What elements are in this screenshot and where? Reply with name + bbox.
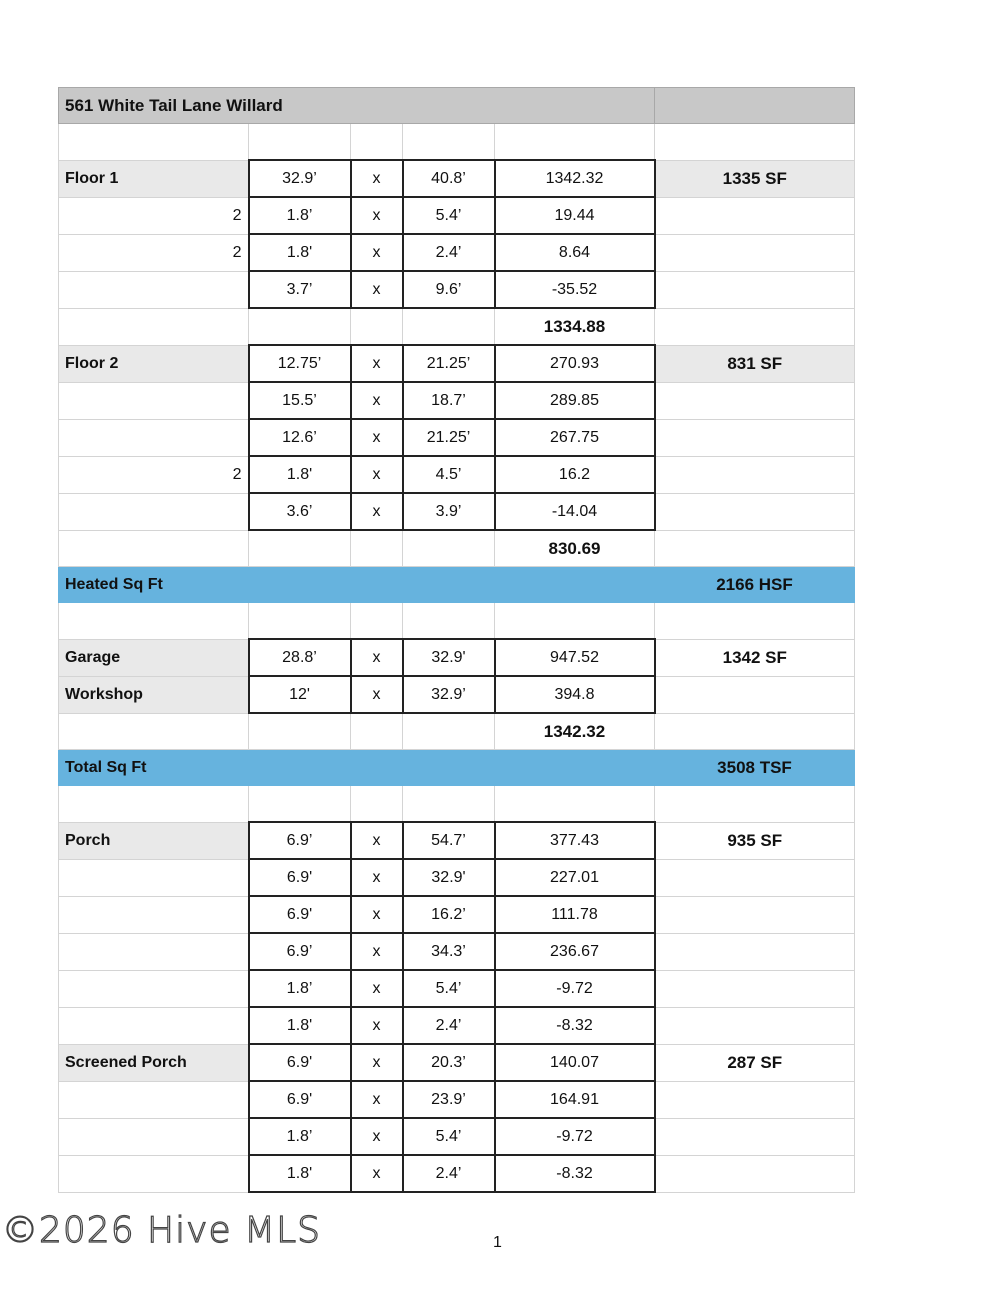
- dimension-a: 6.9': [249, 1081, 351, 1118]
- dimension-a: 1.8’: [249, 197, 351, 234]
- area-value: -9.72: [495, 1118, 655, 1155]
- area-value: [495, 750, 655, 786]
- times-sign: x: [351, 345, 403, 382]
- row-label: Floor 2: [59, 345, 249, 382]
- multiplier: 2: [59, 456, 249, 493]
- area-value: 236.67: [495, 933, 655, 970]
- times-sign: x: [351, 933, 403, 970]
- times-sign: x: [351, 271, 403, 308]
- square-feet-summary: 287 SF: [655, 1044, 855, 1081]
- times-sign: x: [351, 493, 403, 530]
- area-value: 1342.32: [495, 713, 655, 750]
- dimension-b: 20.3’: [403, 1044, 495, 1081]
- row-label: [59, 382, 249, 419]
- dimension-b: 32.9': [403, 639, 495, 676]
- row-label: [59, 859, 249, 896]
- times-sign: x: [351, 197, 403, 234]
- dimension-b: [403, 567, 495, 603]
- table-row: [59, 859, 855, 896]
- square-feet-summary: [655, 530, 855, 567]
- area-value: 1342.32: [495, 160, 655, 197]
- dimension-a: 32.9’: [249, 160, 351, 197]
- times-sign: x: [351, 456, 403, 493]
- table-row: [59, 124, 855, 161]
- table-row: [59, 1007, 855, 1044]
- square-feet-summary: [655, 419, 855, 456]
- times-sign: [351, 124, 403, 161]
- square-feet-summary: 1342 SF: [655, 639, 855, 676]
- square-feet-summary: 1335 SF: [655, 160, 855, 197]
- square-footage-sheet: [58, 87, 855, 1193]
- dimension-a: 28.8’: [249, 639, 351, 676]
- dimension-b: 40.8’: [403, 160, 495, 197]
- dimension-a: 15.5’: [249, 382, 351, 419]
- square-feet-summary: [655, 493, 855, 530]
- dimension-a: 3.6’: [249, 493, 351, 530]
- dimension-a: 1.8': [249, 234, 351, 271]
- area-value: [495, 567, 655, 603]
- area-value: 377.43: [495, 822, 655, 859]
- dimension-b: [403, 750, 495, 786]
- dimension-a: 1.8': [249, 456, 351, 493]
- area-value: 227.01: [495, 859, 655, 896]
- times-sign: [351, 786, 403, 823]
- table-row: [59, 1118, 855, 1155]
- dimension-a: 6.9’: [249, 933, 351, 970]
- dimension-a: [249, 567, 351, 603]
- row-label: [59, 603, 249, 640]
- multiplier: 2: [59, 234, 249, 271]
- dimension-b: 34.3’: [403, 933, 495, 970]
- row-label: [59, 124, 249, 161]
- dimension-b: [403, 308, 495, 345]
- row-label: Heated Sq Ft: [59, 567, 249, 603]
- area-value: 830.69: [495, 530, 655, 567]
- dimension-b: [403, 713, 495, 750]
- dimension-b: 32.9’: [403, 676, 495, 713]
- dimension-a: 6.9': [249, 1044, 351, 1081]
- area-value: [495, 786, 655, 823]
- dimension-a: 6.9': [249, 896, 351, 933]
- times-sign: [351, 567, 403, 603]
- sheet-title: 561 White Tail Lane Willard: [59, 88, 655, 124]
- dimension-b: 9.6’: [403, 271, 495, 308]
- table-row: [59, 271, 855, 308]
- area-value: -8.32: [495, 1155, 655, 1192]
- times-sign: x: [351, 639, 403, 676]
- times-sign: x: [351, 160, 403, 197]
- dimension-a: 6.9’: [249, 822, 351, 859]
- square-feet-summary: [655, 271, 855, 308]
- area-value: 1334.88: [495, 308, 655, 345]
- square-feet-summary: [655, 124, 855, 161]
- dimension-a: 1.8': [249, 1155, 351, 1192]
- square-feet-summary: [655, 970, 855, 1007]
- area-value: 111.78: [495, 896, 655, 933]
- dimension-a: [249, 750, 351, 786]
- table-row: [59, 1044, 855, 1081]
- square-feet-summary: [655, 896, 855, 933]
- dimension-a: [249, 603, 351, 640]
- dimension-b: 3.9’: [403, 493, 495, 530]
- row-label: Porch: [59, 822, 249, 859]
- times-sign: x: [351, 419, 403, 456]
- square-feet-summary: [655, 1155, 855, 1192]
- square-feet-summary: 2166 HSF: [655, 567, 855, 603]
- times-sign: [351, 713, 403, 750]
- row-label: Workshop: [59, 676, 249, 713]
- table-row: [59, 530, 855, 567]
- area-value: 947.52: [495, 639, 655, 676]
- square-feet-summary: [655, 676, 855, 713]
- square-feet-summary: [655, 933, 855, 970]
- row-label: [59, 970, 249, 1007]
- row-label: [59, 933, 249, 970]
- row-label: Floor 1: [59, 160, 249, 197]
- table-row: [59, 345, 855, 382]
- dimension-a: [249, 786, 351, 823]
- square-feet-summary: [655, 456, 855, 493]
- table-row: [59, 567, 855, 603]
- dimension-b: 32.9': [403, 859, 495, 896]
- dimension-a: [249, 124, 351, 161]
- dimension-a: [249, 530, 351, 567]
- row-label: [59, 308, 249, 345]
- square-feet-summary: [655, 1007, 855, 1044]
- area-value: [495, 124, 655, 161]
- square-feet-summary: [655, 234, 855, 271]
- title-row: [59, 88, 855, 124]
- table-row: [59, 308, 855, 345]
- dimension-b: 5.4’: [403, 970, 495, 1007]
- table-row: [59, 750, 855, 786]
- dimension-a: 6.9': [249, 859, 351, 896]
- multiplier: 2: [59, 197, 249, 234]
- row-label: [59, 419, 249, 456]
- times-sign: x: [351, 1081, 403, 1118]
- sheet-body: [59, 88, 855, 1193]
- square-feet-summary: [655, 713, 855, 750]
- table-row: [59, 197, 855, 234]
- dimension-a: [249, 713, 351, 750]
- row-label: [59, 271, 249, 308]
- times-sign: [351, 603, 403, 640]
- area-value: -35.52: [495, 271, 655, 308]
- table-row: [59, 603, 855, 640]
- square-feet-summary: [655, 382, 855, 419]
- page-number: 1: [493, 1234, 502, 1251]
- row-label: [59, 1118, 249, 1155]
- times-sign: x: [351, 970, 403, 1007]
- square-feet-summary: 935 SF: [655, 822, 855, 859]
- row-label: [59, 493, 249, 530]
- table-row: [59, 1155, 855, 1192]
- dimension-b: 54.7’: [403, 822, 495, 859]
- table-row: [59, 676, 855, 713]
- row-label: [59, 1007, 249, 1044]
- table-row: [59, 382, 855, 419]
- dimension-a: 12.75’: [249, 345, 351, 382]
- dimension-b: 21.25’: [403, 419, 495, 456]
- times-sign: x: [351, 1007, 403, 1044]
- row-label: [59, 530, 249, 567]
- square-feet-summary: [655, 859, 855, 896]
- table-row: [59, 713, 855, 750]
- dimension-b: 21.25’: [403, 345, 495, 382]
- square-feet-summary: [655, 1118, 855, 1155]
- area-value: 8.64: [495, 234, 655, 271]
- table-row: [59, 896, 855, 933]
- table-row: [59, 419, 855, 456]
- row-label: [59, 1155, 249, 1192]
- dimension-a: 3.7’: [249, 271, 351, 308]
- area-value: 16.2: [495, 456, 655, 493]
- times-sign: x: [351, 382, 403, 419]
- area-value: 19.44: [495, 197, 655, 234]
- square-feet-summary: 3508 TSF: [655, 750, 855, 786]
- times-sign: x: [351, 896, 403, 933]
- table-row: [59, 822, 855, 859]
- dimension-b: 4.5’: [403, 456, 495, 493]
- area-value: -8.32: [495, 1007, 655, 1044]
- times-sign: x: [351, 822, 403, 859]
- row-label: Screened Porch: [59, 1044, 249, 1081]
- times-sign: x: [351, 676, 403, 713]
- times-sign: [351, 530, 403, 567]
- area-value: 164.91: [495, 1081, 655, 1118]
- dimension-b: 2.4’: [403, 1155, 495, 1192]
- dimension-a: 12': [249, 676, 351, 713]
- dimension-a: 1.8': [249, 1007, 351, 1044]
- table-row: [59, 456, 855, 493]
- row-label: Garage: [59, 639, 249, 676]
- area-value: 267.75: [495, 419, 655, 456]
- times-sign: [351, 750, 403, 786]
- area-value: 270.93: [495, 345, 655, 382]
- row-label: Total Sq Ft: [59, 750, 249, 786]
- area-value: -9.72: [495, 970, 655, 1007]
- times-sign: x: [351, 859, 403, 896]
- row-label: [59, 1081, 249, 1118]
- dimension-b: [403, 124, 495, 161]
- table-row: [59, 933, 855, 970]
- times-sign: x: [351, 234, 403, 271]
- area-value: 289.85: [495, 382, 655, 419]
- title-blank-cell: [655, 88, 855, 124]
- area-value: 394.8: [495, 676, 655, 713]
- dimension-b: [403, 530, 495, 567]
- row-label: [59, 896, 249, 933]
- table-row: [59, 786, 855, 823]
- square-feet-summary: [655, 308, 855, 345]
- dimension-a: 1.8’: [249, 970, 351, 1007]
- dimension-b: 5.4’: [403, 1118, 495, 1155]
- dimension-a: 1.8’: [249, 1118, 351, 1155]
- watermark: ©2026 Hive MLS: [2, 1210, 321, 1251]
- square-feet-summary: [655, 603, 855, 640]
- dimension-a: 12.6’: [249, 419, 351, 456]
- table-row: [59, 970, 855, 1007]
- table-row: [59, 160, 855, 197]
- times-sign: [351, 308, 403, 345]
- times-sign: x: [351, 1155, 403, 1192]
- dimension-b: 23.9’: [403, 1081, 495, 1118]
- row-label: [59, 713, 249, 750]
- table-row: [59, 639, 855, 676]
- dimension-b: 2.4’: [403, 1007, 495, 1044]
- dimension-b: 2.4’: [403, 234, 495, 271]
- times-sign: x: [351, 1118, 403, 1155]
- dimension-b: 18.7’: [403, 382, 495, 419]
- dimension-b: [403, 786, 495, 823]
- dimension-b: 5.4’: [403, 197, 495, 234]
- dimension-b: 16.2’: [403, 896, 495, 933]
- square-feet-summary: [655, 197, 855, 234]
- dimension-b: [403, 603, 495, 640]
- area-value: [495, 603, 655, 640]
- square-feet-summary: 831 SF: [655, 345, 855, 382]
- times-sign: x: [351, 1044, 403, 1081]
- square-feet-summary: [655, 1081, 855, 1118]
- area-value: -14.04: [495, 493, 655, 530]
- square-feet-summary: [655, 786, 855, 823]
- row-label: [59, 786, 249, 823]
- table-row: [59, 493, 855, 530]
- table-row: [59, 1081, 855, 1118]
- table-row: [59, 234, 855, 271]
- area-value: 140.07: [495, 1044, 655, 1081]
- dimension-a: [249, 308, 351, 345]
